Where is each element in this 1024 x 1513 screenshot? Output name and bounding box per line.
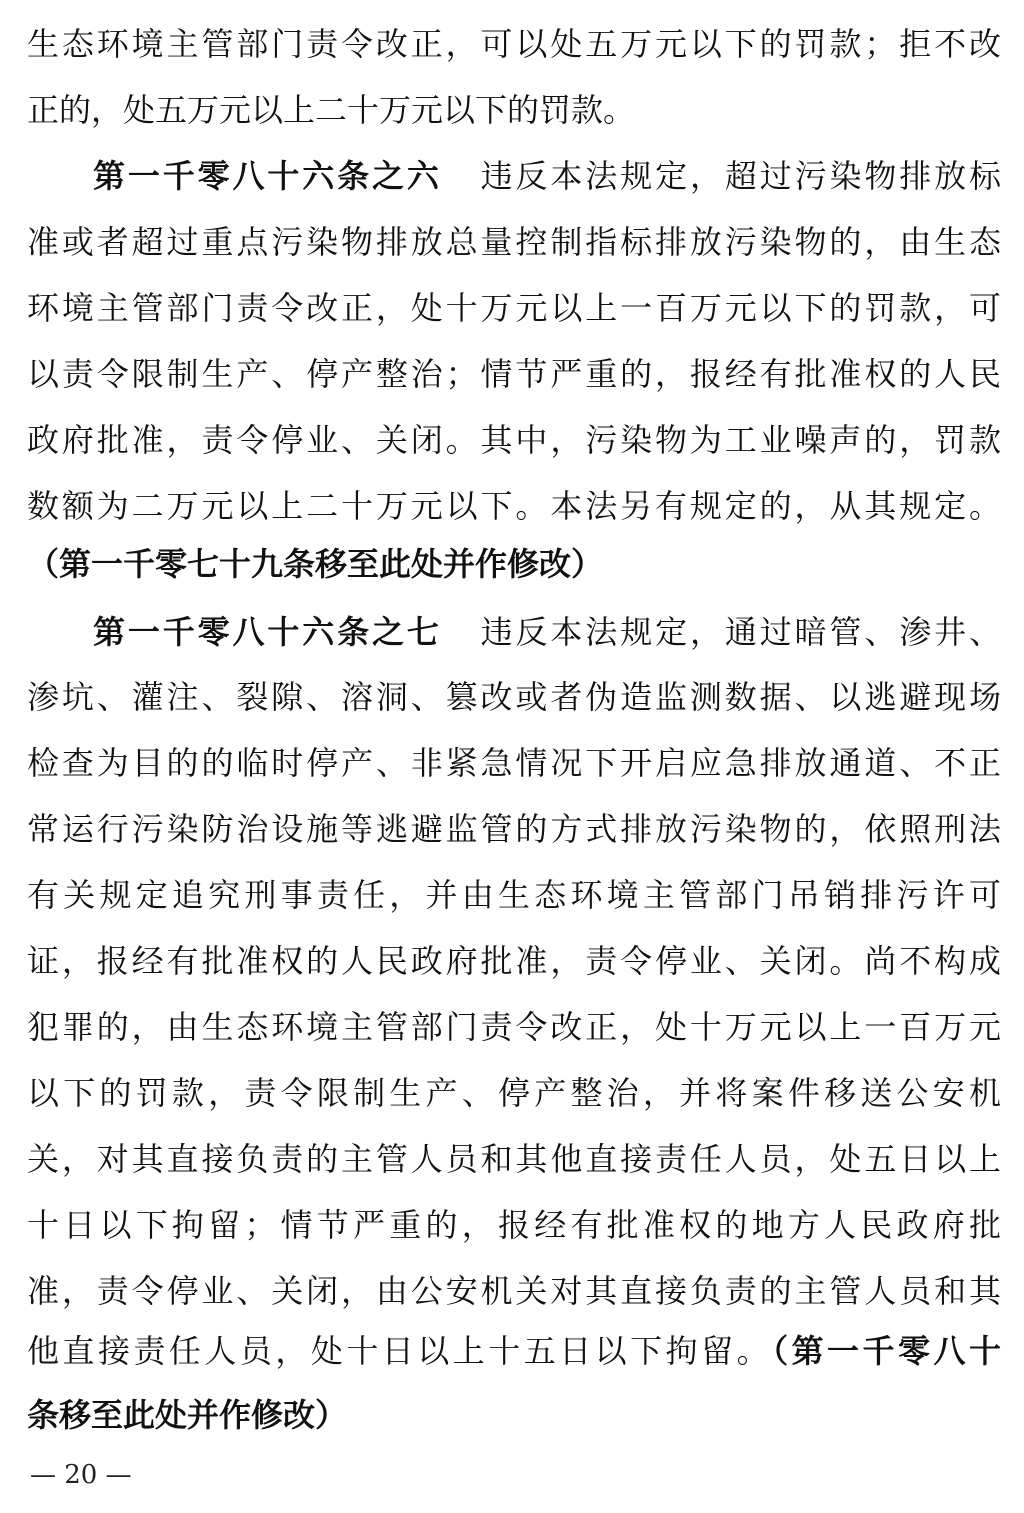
text-line-mixed	[27, 1318, 1001, 1384]
article-7-first-line	[93, 599, 1001, 665]
text-line: 常运行污染防治设施等逃避监管的方式排放污染物的，依照刑法	[27, 810, 1001, 848]
source-note: 条移至此处并作修改）	[27, 1396, 348, 1434]
article-6-first-line	[93, 143, 1001, 209]
text-line: 有关规定追究刑事责任，并由生态环境主管部门吊销排污许可	[27, 876, 1001, 914]
text-line: 政府批准，责令停业、关闭。其中，污染物为工业噪声的，罚款	[27, 421, 1001, 459]
article-7-heading: 第一千零八十六条之七	[93, 613, 442, 651]
text-line: 正的，处五万元以上二十万元以下的罚款。	[27, 91, 636, 129]
article-6-heading: 第一千零八十六条之六	[93, 157, 442, 195]
source-note: （第一千零八十	[772, 1332, 1001, 1370]
text-line: 检查为目的的临时停产、非紧急情况下开启应急排放通道、不正	[27, 744, 1001, 782]
text-line: 准或者超过重点污染物排放总量控制指标排放污染物的，由生态	[27, 223, 1001, 261]
text-line: 违反本法规定，超过污染物排放标	[477, 157, 1001, 195]
page-number: — 20 —	[30, 1460, 132, 1490]
text-line: 生态环境主管部门责令改正，可以处五万元以下的罚款；拒不改	[27, 25, 1001, 63]
text-line: 违反本法规定，通过暗管、渗井、	[477, 613, 1001, 651]
text-line: 环境主管部门责令改正，处十万元以上一百万元以下的罚款，可	[27, 289, 1001, 327]
source-note: （第一千零七十九条移至此处并作修改）	[27, 545, 604, 583]
text-line: 关，对其直接负责的主管人员和其他直接责任人员，处五日以上	[27, 1140, 1001, 1178]
text-line: 十日以下拘留；情节严重的，报经有批准权的地方人民政府批	[27, 1206, 1001, 1244]
text-line: 以责令限制生产、停产整治；情节严重的，报经有批准权的人民	[27, 355, 1001, 393]
text-line: 数额为二万元以上二十万元以下。本法另有规定的，从其规定。	[27, 487, 1001, 525]
text-line: 以下的罚款，责令限制生产、停产整治，并将案件移送公安机	[27, 1074, 1001, 1112]
text-line: 准，责令停业、关闭，由公安机关对其直接负责的主管人员和其	[27, 1272, 1001, 1310]
text-line: 证，报经有批准权的人民政府批准，责令停业、关闭。尚不构成	[27, 942, 1001, 980]
text-line: 渗坑、灌注、裂隙、溶洞、篡改或者伪造监测数据、以逃避现场	[27, 678, 1001, 716]
text-line: 他直接责任人员，处十日以上十五日以下拘留。	[27, 1332, 773, 1370]
text-line: 犯罪的，由生态环境主管部门责令改正，处十万元以上一百万元	[27, 1008, 1001, 1046]
